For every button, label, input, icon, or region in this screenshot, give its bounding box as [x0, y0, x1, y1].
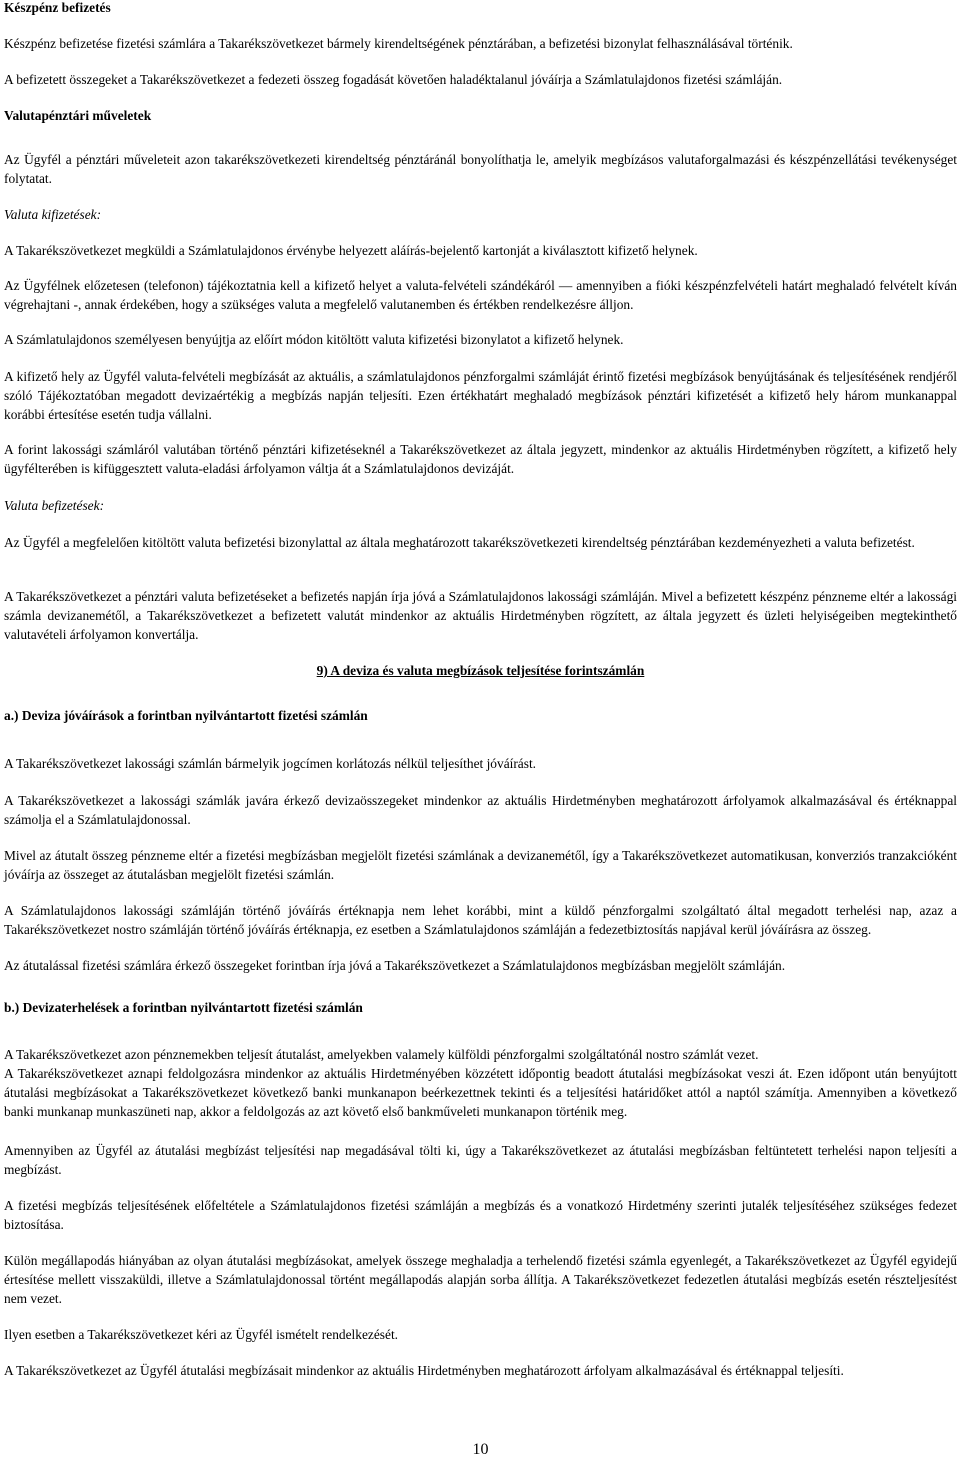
- heading-keszpenz-befizetes: Készpénz befizetés: [4, 0, 111, 15]
- paragraph: Amennyiben az Ügyfél az átutalási megbízást teljesítési nap megadásával tölti ki, úgy a Takarékszövetkezet az átutalási megbízásban feltüntetett terhelési napon teljesíti a megbízást.: [4, 1143, 957, 1177]
- paragraph: Készpénz befizetése fizetési számlára a Takarékszövetkezet bármely kirendeltségének pénztárában, a befizetési bizonylat felhasználásával történik.: [4, 36, 793, 51]
- paragraph: A befizetett összegeket a Takarékszövetkezet a fedezeti összeg fogadását követően haladéktalanul jóváírja a Számlatulajdonos fizetési számláján.: [4, 72, 783, 87]
- paragraph: Ilyen esetben a Takarékszövetkezet kéri az Ügyfél ismételt rendelkezését.: [4, 1327, 399, 1342]
- page-number: 10: [472, 1441, 489, 1458]
- paragraph: A forint lakossági számláról valutában történő pénztári kifizetéseknél a Takarékszövetkezet az általa jegyzett, mindenkor az aktuális Hirdetményben rögzített, a kifizető hely ügyfélterében is kifüggesztett valuta-eladási árfolyamon váltja át a Számlatulajdonos devizáját.: [4, 442, 957, 476]
- paragraph: A kifizető hely az Ügyfél valuta-felvételi megbízását az aktuális, a számlatulajdonos pénzforgalmi számláját érintő fizetési megbízások benyújtásának és teljesítésének rendjéről szóló Tájékoztatóban megadott devizaértékig a megbízás napján teljesíti. Ezen értékhatárt meghaladó megbízások pénztári kifizetését a kifizető hely három munkanappal korábbi értesítése esetén tudja vállalni.: [4, 369, 957, 422]
- paragraph: A Takarékszövetkezet megküldi a Számlatulajdonos érvénybe helyezett aláírás-bejelentő kartonját a kiválasztott kifizető helynek.: [4, 243, 698, 258]
- paragraph: A Számlatulajdonos lakossági számláján történő jóváírás értéknapja nem lehet korábbi, mint a küldő pénzforgalmi szolgáltató által megadott terhelési nap, azaz a Takarékszövetkezet nostro számláján történő jóváírás értéknapja, ez esetben a Számlatulajdonos számláján a fedezetbiztosítás napjával kerül jóváírásra az összeg.: [4, 903, 957, 937]
- paragraph: Az átutalással fizetési számlára érkező összegeket forintban írja jóvá a Takarékszövetkezet a Számlatulajdonos megbízásban megjelölt számláján.: [4, 958, 786, 973]
- paragraph: A Takarékszövetkezet a lakossági számlák javára érkező devizaösszegeket mindenkor az aktuális Hirdetményben meghatározott árfolyamok alkalmazásával és értéknappal számolja el a Számlatulajdonossal.: [4, 793, 957, 827]
- paragraph: Az Ügyfél a pénztári műveleteit azon takarékszövetkezeti kirendeltség pénztáránál bonyolíthatja le, amelyik megbízásos valutaforgalmazási és készpénzellátási tevékenységet folytatat.: [4, 152, 957, 186]
- paragraph: Az Ügyfél a megfelelően kitöltött valuta befizetési bizonylattal az általa meghatározott takarékszövetkezeti kirendeltség pénztárában kezdeményezheti a valuta befizetést.: [4, 535, 915, 550]
- paragraph: Az Ügyfélnek előzetesen (telefonon) tájékoztatnia kell a kifizető helyet a valuta-felvételi szándékáról ― amennyiben a fióki készpénzfelvételi határt meghaladó felvételt kíván végrehajtani -, annak érdekében, hogy a szükséges valuta a megfelelő valutanemben és értékben rendelkezésre álljon.: [4, 278, 957, 312]
- paragraph: A Takarékszövetkezet a pénztári valuta befizetéseket a befizetés napján írja jóvá a Számlatulajdonos lakossági számláján. Mivel a befizetett készpénz pénzneme eltér a lakossági számla devizanemétől, a Takarékszövetkezet a befizetett valutát mindenkor az aktuális Hirdetményben rögzített, az általa jegyzett és üzleti helyiségeiben megtekinthető valutavételi árfolyamon konvertálja.: [4, 589, 957, 642]
- heading-valutapenztari-muveletek: Valutapénztári műveletek: [4, 108, 152, 123]
- paragraph: A fizetési megbízás teljesítésének előfeltétele a Számlatulajdonos fizetési számláján a megbízás és a vonatkozó Hirdetmény szerinti jutalék teljesítéséhez szükséges fedezet biztosítása.: [4, 1198, 957, 1232]
- paragraph: A Takarékszövetkezet aznapi feldolgozásra mindenkor az aktuális Hirdetményében közzétett időpontig beadott átutalási megbízásokat veszi át. Ezen időpont után benyújtott átutalási megbízásokat a Takarékszövetkezet következő banki munkanapon beérkezettnek tekinti és a teljesítési határidőket attól a naptól számítja. Amennyiben a következő banki munkanap munkaszüneti nap, akkor a feldolgozás az azt követő első bankműveleti munkanapon történik meg.: [4, 1066, 957, 1119]
- heading-valuta-befizetesek: Valuta befizetések:: [4, 498, 105, 513]
- paragraph: A Takarékszövetkezet lakossági számlán bármelyik jogcímen korlátozás nélkül teljesíthet jóváírást.: [4, 756, 537, 771]
- heading-valuta-kifizetesek: Valuta kifizetések:: [4, 207, 102, 222]
- heading-deviza-joviirasok: a.) Deviza jóváírások a forintban nyilvántartott fizetési számlán: [4, 708, 368, 723]
- paragraph: Mivel az átutalt összeg pénzneme eltér a fizetési megbízásban megjelölt fizetési számlának a devizanemétől, így a Takarékszövetkezet automatikusan, konverziós tranzakcióként jóváírja az összeget az átutalásban megjelölt fizetési számlán.: [4, 848, 957, 882]
- section-title-9: [4, 661, 957, 680]
- paragraph: A Takarékszövetkezet azon pénznemekben teljesít átutalást, amelyekben valamely külföldi pénzforgalmi szolgáltatónál nostro számlát vezet.: [4, 1047, 759, 1062]
- paragraph: Külön megállapodás hiányában az olyan átutalási megbízásokat, amelyek összege meghaladja a terhelendő fizetési számla egyenlegét, a Takarékszövetkezet az Ügyfél egyidejű értesítése mellett visszaküldi, illetve a Számlatulajdonossal történt megállapodás alapján sorba állítja. A Takarékszövetkezet fedezetlen átutalási megbízás esetén részteljesítést nem vezet.: [4, 1253, 957, 1306]
- section-title-9-text: 9) A deviza és valuta megbízások teljesítése forintszámlán: [316, 663, 645, 678]
- heading-devizaterhelesek: b.) Devizaterhelések a forintban nyilvántartott fizetési számlán: [4, 1000, 363, 1015]
- paragraph: A Számlatulajdonos személyesen benyújtja az előírt módon kitöltött valuta kifizetési bizonylatot a kifizető helynek.: [4, 332, 624, 347]
- paragraph: A Takarékszövetkezet az Ügyfél átutalási megbízásait mindenkor az aktuális Hirdetményben meghatározott árfolyam alkalmazásával és értéknappal teljesíti.: [4, 1363, 844, 1378]
